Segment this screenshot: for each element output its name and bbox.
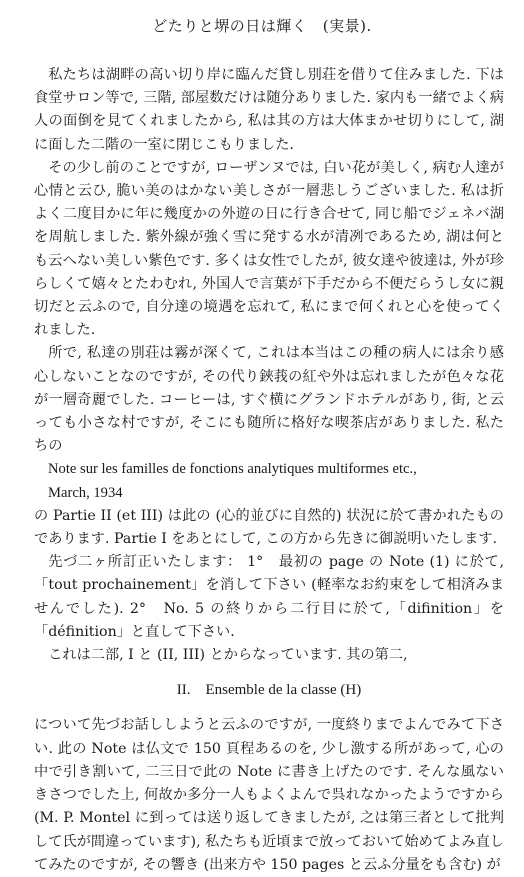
reference-title: Note sur les familles de fonctions analytiques multiformes etc., (48, 461, 417, 478)
page-title: どたりと堺の日は輝く (実景). (152, 17, 372, 35)
paragraph-lausanne: その少し前のことですが, ローザンヌでは, 白い花が美しく, 病む人達が心情と云ひ, 脆い美のはかない美しさが一層悲しうございました. 私は折よく二度目かに年に幾度かの外遊の日に行き合せて, 同じ船でジェネバ湖を周航しました. 紫外線が強く雪に発する水が清冽であるため, 湖は何とも云へない美しい紫色です. 多くは女性でしたが, 彼女達や彼達は, 外が珍らしくて嬉々とたわむれ, 外国人で言葉が下手だから不便だらうし女に親切だと云ふので, 自分達の境遇を忘れて, 私にまで何くれと心を使ってくれました. (34, 159, 504, 339)
section-heading: II. Ensemble de la classe (H) (176, 682, 362, 699)
reference-date: March, 1934 (48, 484, 123, 501)
paragraph-corrections: 先づ二ヶ所訂正いたします： 1° 最初の page の Note (1) に於て,「tout prochainement」を消して下さい (軽率なお約束をして相済みませんでした). 2° No. 5 の終りから二行目に於て,「difinition」を「définition」と直して下さい. (34, 554, 504, 640)
paragraph-villa: 私たちは湖畔の高い切り岸に臨んだ貸し別荘を借りて住みました. 下は食堂サロン等で, 三階, 部屋数だけは随分ありました. 家内も一緒でよく病人の面倒を見てくれましたから, 私は其の方は大体まかせ切りにして, 湖に面した二階の一室に閉じこもりました. (34, 67, 504, 153)
paragraph-fog: 所で, 私達の別荘は霧が深くて, これは本当はこの種の病人には余り感心しないことなのですが, その代り鋏莪の紅や外は忘れましたが色々な花が一層奇麗でした. コーヒーは, すぐ横にグランドホテルがあり, 街, と云っても小さな村ですが, そこにも随所に格好な喫茶店がありました. 私たちの (34, 345, 504, 455)
document-body (34, 64, 504, 877)
paragraph-parts: これは二部, I と (II, III) とからなっています. 其の第二, (48, 647, 408, 664)
paragraph-final: について先づお話ししようと云ふのですが, 一度終りまでよんでみて下さい. 此の Note は仏文で 150 頁程あるのを, 少し激する所があって, 心の中で引き割いて, 二三日で此の Note に書き上げたのです. そんな風ないきさつでした上, 何故か多分一人もよくよんで呉れなかったようですから (M. P. Montel に到っては送り返してきましたが, 之は第三者として批判して氏が間違っています), 私たちも近頃まで放っておいて始めてよみ直してみたのですが, その響き (出来方や 150 pages と云ふ分量をも含む) が (34, 717, 504, 873)
paragraph-partie: の Partie II (et III) は此の (心的並びに自然的) 状況に於て書かれたものであります. Partie I をあとにして, この方から先きに御説明いたします. (34, 507, 504, 548)
